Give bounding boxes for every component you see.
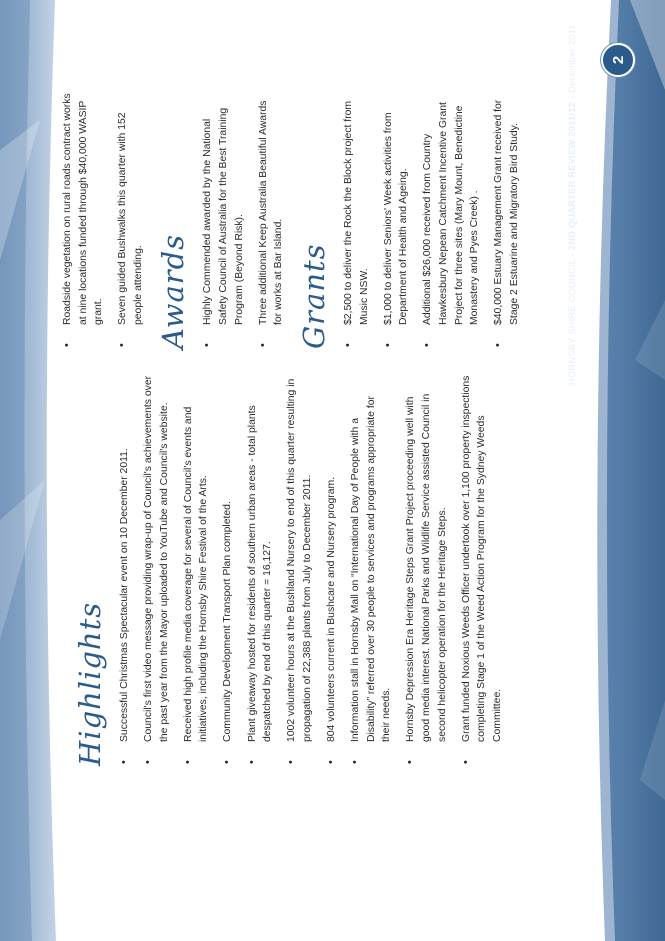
list-item: • $1,000 to deliver Seniors' Week activities from Department of Health and Ageing. xyxy=(381,91,412,349)
page-number: 2 xyxy=(609,55,627,65)
rotated-page-content xyxy=(60,24,585,941)
list-item: • $2,500 to deliver the Rock the Block project from Music NSW. xyxy=(341,91,372,349)
list-item: • Three additional Keep Australia Beautiful Awards for works at Bar Island. xyxy=(256,91,287,349)
grants-heading: Grants xyxy=(296,243,331,349)
list-item: • Received high profile media coverage for several of Council's events and initiatives, including the Hornsby Shire Festival of the Arts. xyxy=(181,374,212,766)
right-decorative-band xyxy=(585,0,665,941)
awards-list xyxy=(200,91,286,349)
list-item: • Seven guided Bushwalks this quarter with 152 people attending. xyxy=(115,91,146,349)
highlights-heading: Highlights xyxy=(73,601,107,766)
list-item: • Grant funded Noxious Weeds Officer undertook over 1,100 property inspections completing Stage 1 of the Weed Action Program for the Sydney Weeds Committee. xyxy=(459,374,506,766)
left-column xyxy=(60,374,505,766)
list-item: • $40,000 Estuary Management Grant received for Stage 2 Estuarine and Migratory Bird Study. xyxy=(491,91,522,349)
list-item: • 1002 volunteer hours at the Bushland Nursery to end of this quarter resulting in propagation of 22,388 plants from July to December 2011. xyxy=(284,374,315,766)
list-item: • Plant giveaway hosted for residents of southern urban areas - total plants despatched by end of this quarter = 16,127. xyxy=(245,374,276,766)
list-item: • Information stall in Hornsby Mall on “International Day of People with a Disability” referred over 30 people to services and programs appropriate for their needs. xyxy=(348,374,395,766)
footer-period: December 2011 xyxy=(567,24,577,93)
list-item: • Community Development Transport Plan completed. xyxy=(220,374,236,766)
list-item: • 804 volunteers current in Bushcare and Nursery program. xyxy=(324,374,340,766)
footer-org: HORNSBY SHIRE COUNCIL xyxy=(567,259,577,385)
awards-heading: Awards xyxy=(156,233,191,349)
list-item: • Hornsby Depression Era Heritage Steps Grant Project proceeding well with good media interest. National Parks and Wildlife Service assisted Council in second helicopter operation for the Heritage Steps. xyxy=(403,374,450,766)
highlights-list xyxy=(117,374,505,766)
highlights-continued-list xyxy=(60,91,146,349)
footer-separator: - xyxy=(567,250,577,260)
footer-report-title: 2ND QUARTER REVIEW 2011/12 xyxy=(567,101,577,251)
left-decorative-band xyxy=(0,0,60,941)
list-item: • Council's first video message providing wrap-up of Council's achievements over the past year from the Mayor uploaded to YouTube and Council's website. xyxy=(141,374,172,766)
right-column xyxy=(60,91,531,349)
list-item: • Successful Christmas Spectacular event on 10 December 2011. xyxy=(117,374,133,766)
page-number-badge xyxy=(601,43,635,77)
list-item: • Highly Commended awarded by the National Safety Council of Australia for the Best Training Program (Beyond Risk). xyxy=(200,91,247,349)
grants-list xyxy=(341,91,522,349)
page-footer xyxy=(567,24,577,385)
list-item: • Additional $26,000 received from Country Hawkesbury Nepean Catchment Incentive Grant Project for three sites (Mary Mount, Benedictine Monastery and Pyes Creek) . xyxy=(420,91,482,349)
list-item: • Roadside vegetation on rural roads contract works at nine locations funded through $40,000 WASIP grant. xyxy=(60,91,107,349)
footer-separator: - xyxy=(567,92,577,102)
